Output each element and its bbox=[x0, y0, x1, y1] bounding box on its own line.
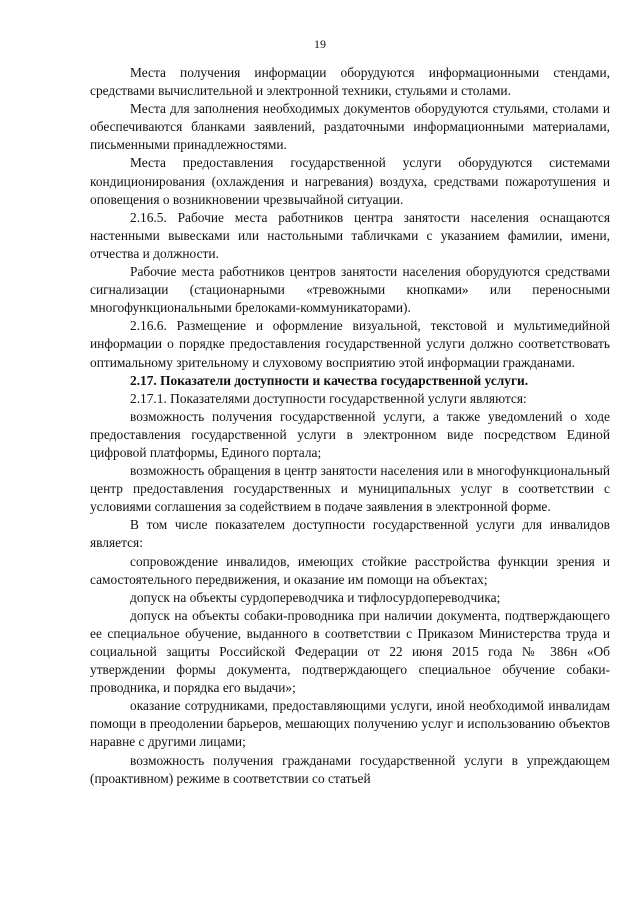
section-heading: 2.17. Показатели доступности и качества государственной услуги. bbox=[130, 372, 529, 388]
page-number: 19 bbox=[314, 37, 326, 51]
paragraph: 2.17.1. Показателями доступности государственной услуги являются: bbox=[130, 390, 527, 406]
paragraph: сопровождение инвалидов, имеющих стойкие расстройства функции зрения и самостоятельного передвижения, и оказание им помощи на объектах; bbox=[90, 553, 610, 587]
paragraph: Места предоставления государственной услуги оборудуются системами кондиционирования (охлаждения и нагревания) воздуха, средствами пожаротушения и оповещения о возникновении чрезвычайной ситуации. bbox=[90, 155, 610, 207]
paragraph: Места получения информации оборудуются информационными стендами, средствами вычислительной и электронной техники, стульями и столами. bbox=[90, 65, 610, 99]
document-body bbox=[90, 64, 610, 788]
paragraph: возможность получения государственной услуги, а также уведомлений о ходе предоставления государственной услуги в электронном виде посредством Единой цифровой платформы, Единого портала; bbox=[90, 408, 610, 460]
paragraph: 2.16.6. Размещение и оформление визуальной, текстовой и мультимедийной информации о порядке предоставления государственной услуги должно соответствовать оптимальному зрительному и слуховому восприятию этой информации гражданами. bbox=[90, 318, 610, 370]
paragraph: 2.16.5. Рабочие места работников центра занятости населения оснащаются настенными вывесками или настольными табличками с указанием фамилии, имени, отчества и должности. bbox=[90, 209, 610, 261]
paragraph: Рабочие места работников центров занятости населения оборудуются средствами сигнализации (стационарными «тревожными кнопками» или переносными многофункциональными брелоками-коммуникаторами). bbox=[90, 264, 610, 316]
paragraph: В том числе показателем доступности государственной услуги для инвалидов является: bbox=[90, 517, 610, 551]
paragraph: допуск на объекты собаки-проводника при наличии документа, подтверждающего ее специальное обучение, выданного в соответствии с Приказом Министерства труда и социальной защиты Российской Федерации от 22 июня 2015 года № 386н «Об утверждении формы документа, подтверждающего специальное обучение собаки-проводника, и порядка его выдачи»; bbox=[90, 607, 610, 696]
paragraph: возможность получения гражданами государственной услуги в упреждающем (проактивном) режиме в соответствии со статьей bbox=[90, 752, 610, 786]
paragraph: возможность обращения в центр занятости населения или в многофункциональный центр предоставления государственных и муниципальных услуг в соответствии с условиями соглашения за содействием в подаче заявления в электронной форме. bbox=[90, 463, 610, 515]
paragraph: Места для заполнения необходимых документов оборудуются стульями, столами и обеспечиваются бланками заявлений, раздаточными информационными материалами, письменными принадлежностями. bbox=[90, 101, 610, 153]
paragraph: оказание сотрудниками, предоставляющими услуги, иной необходимой инвалидам помощи в преодолении барьеров, мешающих получению услуг и использованию объектов наравне с другими лицами; bbox=[90, 698, 610, 750]
paragraph: допуск на объекты сурдопереводчика и тифлосурдопереводчика; bbox=[130, 589, 501, 605]
